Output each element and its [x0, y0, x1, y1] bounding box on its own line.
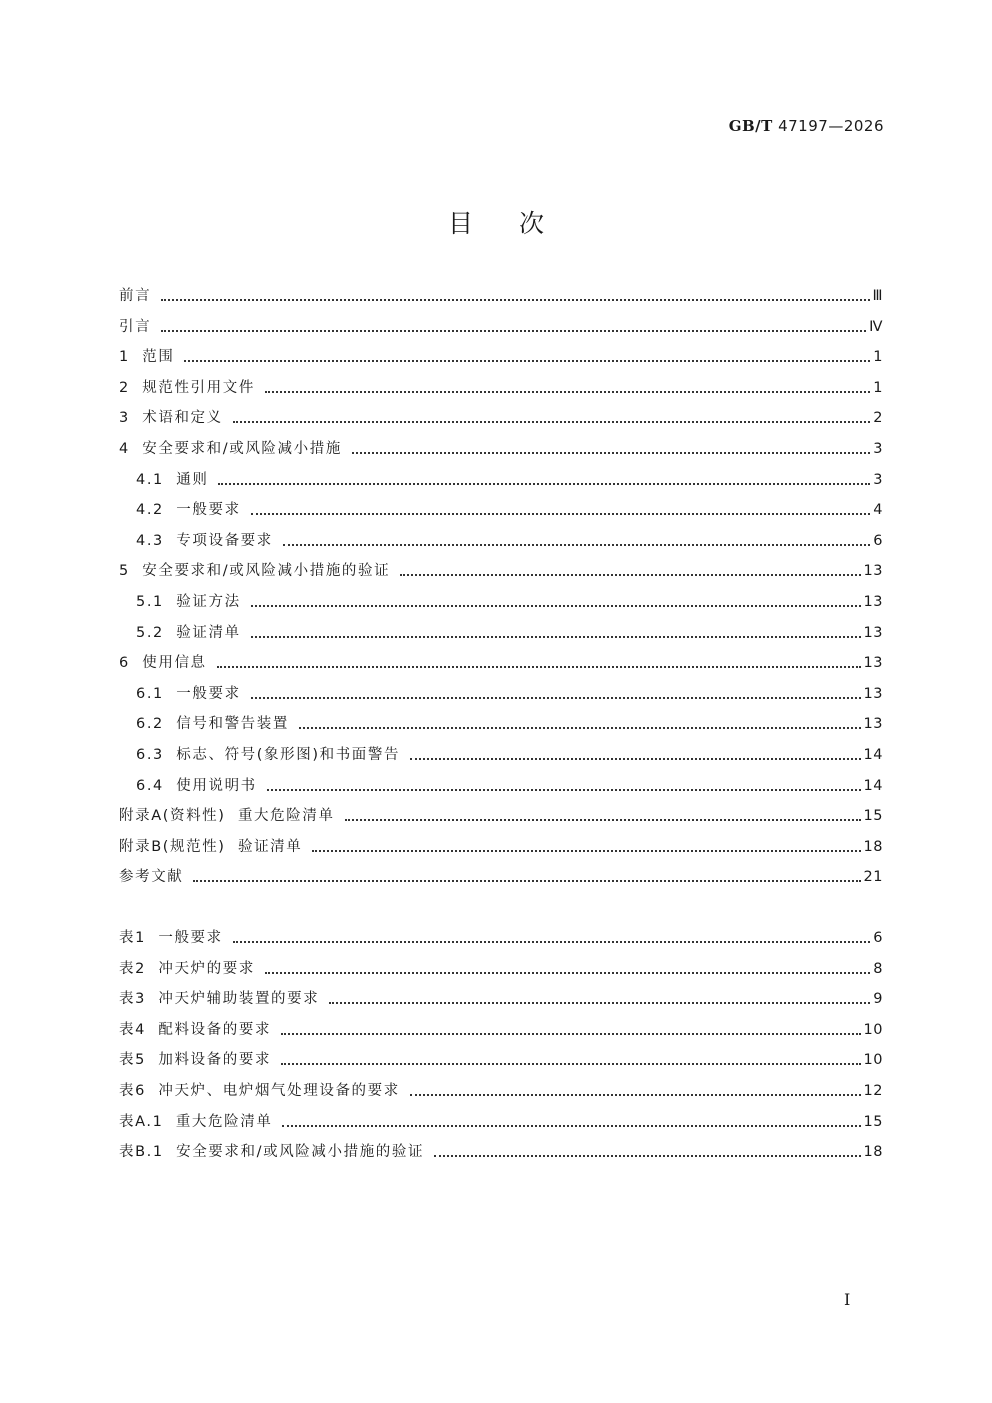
dot-leader — [281, 1032, 861, 1035]
dot-leader — [329, 1001, 870, 1004]
toc-entry-page: 13 — [863, 624, 883, 641]
toc-entry[interactable] — [119, 438, 883, 460]
toc-entry-label: 通则 — [176, 471, 209, 488]
dot-leader — [299, 726, 861, 729]
toc-entry[interactable] — [136, 622, 883, 644]
toc-entry-label: 使用说明书 — [176, 777, 257, 794]
toc-entry[interactable] — [119, 407, 883, 429]
dot-leader — [251, 696, 861, 699]
toc-entry-page: 18 — [863, 1144, 883, 1161]
toc-entry-page: 13 — [863, 685, 883, 702]
toc-entry-page: 3 — [873, 441, 883, 457]
dot-leader — [233, 940, 871, 943]
toc-entry-label: 冲天炉、电炉烟气处理设备的要求 — [158, 1083, 400, 1099]
toc-entry-number: 2 — [119, 379, 143, 396]
toc-entry-page: 8 — [873, 960, 883, 977]
toc-entry-label: 验证清单 — [176, 624, 241, 641]
dot-leader — [434, 1154, 860, 1157]
toc-entry-page: 13 — [863, 716, 883, 733]
dot-leader — [345, 818, 861, 821]
dot-leader — [184, 359, 870, 362]
toc-entry-number: 5.1 — [136, 594, 177, 610]
toc-entry-number: 4.1 — [136, 471, 177, 488]
dot-leader — [161, 298, 869, 301]
toc-entry-page: 12 — [863, 1083, 883, 1099]
toc-entry-number: 5 — [119, 563, 143, 580]
dot-leader — [282, 1124, 860, 1127]
toc-entry-label: 一般要求 — [176, 685, 241, 702]
toc-entry-number: 表1 — [119, 930, 159, 946]
toc-entry-label: 使用信息 — [142, 655, 207, 672]
toc-entry-number: 表4 — [119, 1021, 159, 1038]
dot-leader — [352, 451, 870, 454]
toc-entry-number: 6.2 — [136, 716, 177, 733]
toc-entry-page: 18 — [863, 838, 883, 855]
toc-entry-label: 标志、符号(象形图)和书面警告 — [176, 747, 401, 763]
toc-entry[interactable] — [136, 775, 883, 797]
toc-entry-number: 表A.1 — [119, 1113, 176, 1130]
toc-entry-label: 附录B(规范性) 验证清单 — [119, 838, 303, 855]
toc-entry[interactable] — [119, 316, 883, 338]
toc-entry[interactable] — [119, 1141, 883, 1163]
toc-entry-number: 4 — [119, 441, 143, 457]
toc-entry-page: 14 — [863, 777, 883, 794]
toc-entry-label: 术语和定义 — [142, 410, 223, 427]
dot-leader — [265, 971, 870, 974]
toc-entry-number: 表B.1 — [119, 1144, 177, 1161]
dot-leader — [233, 420, 871, 423]
toc-entry-page: 9 — [873, 991, 883, 1008]
page-title: 目次 — [447, 209, 590, 238]
dot-leader — [251, 604, 861, 607]
toc-entry-page: 10 — [863, 1052, 883, 1069]
dot-leader — [281, 1062, 861, 1065]
toc-entry[interactable] — [136, 530, 883, 552]
dot-leader — [193, 879, 860, 882]
toc-entry-page: 10 — [863, 1021, 883, 1038]
toc-entry-label: 信号和警告装置 — [176, 716, 289, 733]
toc-entry-page: 13 — [863, 655, 883, 672]
toc-entry-label: 安全要求和/或风险减小措施 — [142, 441, 342, 457]
toc-entry[interactable] — [119, 958, 883, 980]
toc-entry[interactable] — [119, 346, 883, 368]
toc-entry[interactable] — [119, 927, 883, 949]
toc-entry[interactable] — [119, 866, 883, 888]
toc-entry[interactable] — [136, 683, 883, 705]
toc-entry-label: 验证方法 — [176, 594, 241, 610]
toc-entry[interactable] — [119, 1049, 883, 1071]
dot-leader — [161, 329, 866, 332]
toc-entry-number: 3 — [119, 410, 143, 427]
toc-entry-label: 参考文献 — [119, 869, 184, 886]
toc-entry-label: 专项设备要求 — [176, 532, 273, 549]
toc-entry-page: 21 — [863, 869, 883, 886]
dot-leader — [267, 788, 861, 791]
toc-entry-label: 冲天炉的要求 — [158, 960, 255, 977]
toc-entry-label: 安全要求和/或风险减小措施的验证 — [142, 563, 391, 580]
toc-entry-number: 6.1 — [136, 685, 177, 702]
toc-entry-label: 安全要求和/或风险减小措施的验证 — [176, 1144, 425, 1161]
standard-code — [729, 117, 884, 135]
toc-entry[interactable] — [136, 744, 883, 766]
dot-leader — [400, 573, 860, 576]
toc-entry[interactable] — [136, 591, 883, 613]
toc-entry[interactable] — [136, 499, 883, 521]
toc-entry-page: 6 — [873, 532, 883, 549]
toc-entry-label: 一般要求 — [176, 502, 241, 519]
toc-entry-page: 13 — [863, 594, 883, 610]
toc-entry[interactable] — [119, 836, 883, 858]
toc-entry-page: 14 — [863, 747, 883, 763]
toc-entry[interactable] — [119, 377, 883, 399]
toc-entry-number: 表6 — [119, 1083, 159, 1099]
toc-entry-number: 表3 — [119, 991, 159, 1008]
toc-entry-label: 冲天炉辅助装置的要求 — [158, 991, 320, 1008]
toc-entry-number: 6.4 — [136, 777, 177, 794]
dot-leader — [283, 543, 870, 546]
toc-entry-page: 1 — [873, 379, 883, 396]
toc-entry-label: 前言 — [119, 288, 152, 304]
dot-leader — [410, 757, 860, 760]
standard-number: 47197—2026 — [772, 117, 884, 135]
dot-leader — [251, 635, 861, 638]
toc-entry-page: 4 — [873, 502, 883, 519]
toc-entry-label: 重大危险清单 — [175, 1113, 273, 1130]
dot-leader — [265, 390, 870, 393]
page-folio: Ⅰ — [844, 1290, 851, 1309]
toc-entry[interactable] — [119, 805, 883, 827]
toc-entry-label: 规范性引用文件 — [142, 379, 255, 396]
dot-leader — [218, 482, 870, 485]
dot-leader — [410, 1093, 861, 1096]
toc-entry-page: Ⅳ — [869, 318, 883, 335]
toc-entry[interactable] — [119, 1080, 883, 1102]
dot-leader — [217, 665, 861, 668]
toc-entry-label: 引言 — [119, 318, 152, 335]
toc-entry-number: 4.3 — [136, 532, 177, 549]
dot-leader — [251, 512, 871, 515]
toc-entry-label: 配料设备的要求 — [158, 1021, 272, 1038]
toc-entry-number: 表2 — [119, 960, 159, 977]
toc-entry-number: 1 — [119, 349, 143, 366]
toc-entry[interactable] — [119, 1111, 883, 1133]
toc-entry-label: 一般要求 — [158, 930, 223, 946]
toc-entry-page: 3 — [873, 471, 883, 488]
toc-entry-page: 2 — [873, 410, 883, 427]
toc-entry[interactable] — [136, 713, 883, 735]
toc-entry[interactable] — [119, 285, 883, 307]
toc-entry-page: 13 — [863, 563, 883, 580]
toc-entry-label: 加料设备的要求 — [158, 1052, 272, 1069]
toc-entry[interactable] — [119, 560, 883, 582]
toc-entry-label: 附录A(资料性) 重大危险清单 — [119, 808, 335, 825]
toc-entry-number: 6 — [119, 655, 143, 672]
toc-entry[interactable] — [136, 469, 883, 491]
standard-prefix: GB/T — [728, 117, 773, 135]
toc-entry[interactable] — [119, 652, 883, 674]
toc-entry-label: 范围 — [142, 349, 175, 366]
toc-entry[interactable] — [119, 1019, 883, 1041]
toc-entry-number: 4.2 — [136, 502, 177, 519]
toc-entry-page: 15 — [863, 1113, 883, 1130]
toc-entry-number: 表5 — [119, 1052, 159, 1069]
toc-entry-page: 1 — [873, 349, 883, 366]
toc-entry-number: 6.3 — [136, 747, 177, 763]
toc-entry[interactable] — [119, 988, 883, 1010]
toc-entry-page: 15 — [863, 808, 883, 825]
toc-entry-page: Ⅲ — [872, 288, 883, 304]
toc-entry-page: 6 — [873, 930, 883, 946]
dot-leader — [312, 849, 860, 852]
toc-entry-number: 5.2 — [136, 624, 177, 641]
